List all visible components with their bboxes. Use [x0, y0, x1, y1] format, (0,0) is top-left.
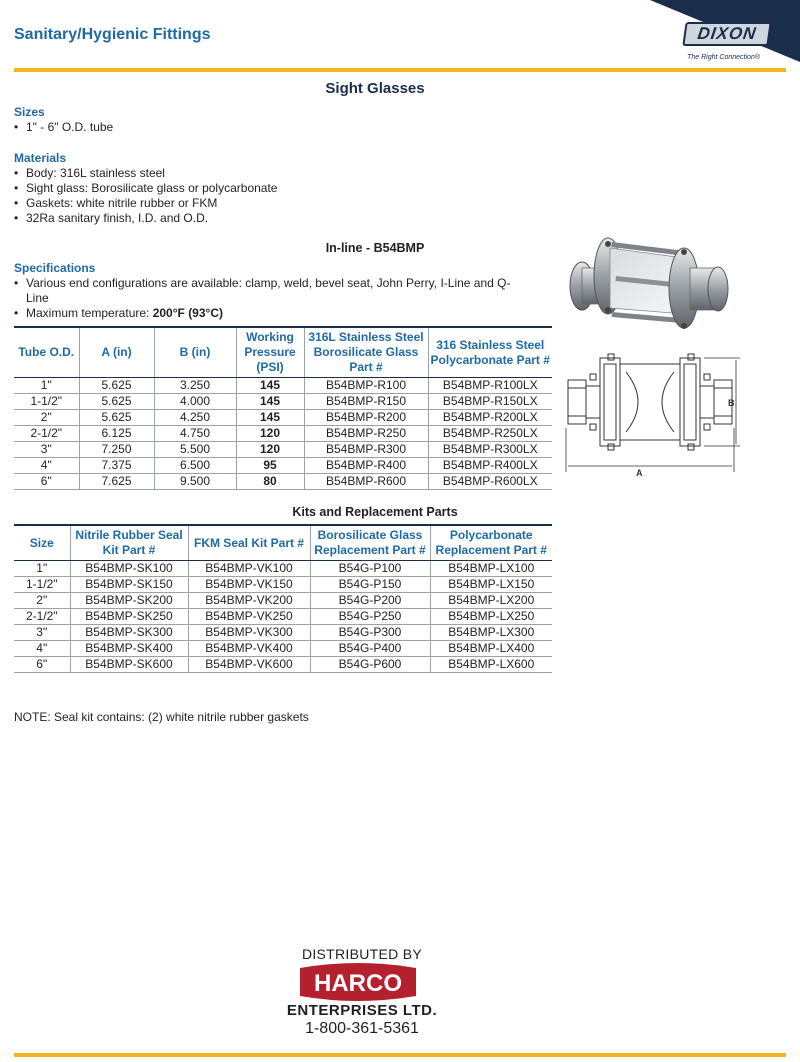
table-row: [14, 426, 552, 442]
table-cell: 3": [14, 625, 70, 641]
table-row: [14, 378, 552, 394]
table-cell: 5.500: [154, 442, 236, 458]
table-cell: 6.500: [154, 458, 236, 474]
table-cell: B54BMP-LX400: [430, 641, 552, 657]
table-row: [14, 657, 552, 673]
sizes-heading: Sizes: [14, 105, 45, 119]
list-item: • 32Ra sanitary finish, I.D. and O.D.: [14, 211, 277, 226]
table-cell: B54BMP-VK200: [188, 593, 310, 609]
table-cell: 7.250: [79, 442, 154, 458]
table-cell: B54BMP-R100LX: [428, 378, 552, 394]
list-item: [14, 306, 514, 321]
list-item: • 1" - 6" O.D. tube: [14, 120, 113, 135]
table-cell: 9.500: [154, 474, 236, 490]
table-cell: B54BMP-R400LX: [428, 458, 552, 474]
dimension-label-b: B: [728, 398, 735, 408]
dimension-drawing: [564, 352, 748, 482]
table-cell: 80: [236, 474, 304, 490]
table-cell: B54BMP-R150LX: [428, 394, 552, 410]
table-row: [14, 410, 552, 426]
table-cell: 2-1/2": [14, 426, 79, 442]
column-header: Tube O.D.: [14, 328, 79, 378]
table-row: [14, 641, 552, 657]
distributor-name: ENTERPRISES LTD.: [286, 1002, 438, 1019]
table-cell: B54BMP-R250: [304, 426, 428, 442]
table-cell: B54G-P400: [310, 641, 430, 657]
table-cell: B54BMP-VK300: [188, 625, 310, 641]
table-cell: B54BMP-R150: [304, 394, 428, 410]
column-header: Nitrile Rubber Seal Kit Part #: [70, 526, 188, 561]
table-cell: 2-1/2": [14, 609, 70, 625]
table-cell: 4.250: [154, 410, 236, 426]
footer-divider: [14, 1053, 786, 1057]
table-cell: B54BMP-SK600: [70, 657, 188, 673]
column-header: Working Pressure (PSI): [236, 328, 304, 378]
column-header: FKM Seal Kit Part #: [188, 526, 310, 561]
table-cell: 1-1/2": [14, 577, 70, 593]
table-cell: 120: [236, 426, 304, 442]
table-cell: 5.625: [79, 410, 154, 426]
table-cell: 5.625: [79, 378, 154, 394]
column-header: Size: [14, 526, 70, 561]
column-header: A (in): [79, 328, 154, 378]
table-header-row: [14, 328, 552, 378]
list-item: • Body: 316L stainless steel: [14, 166, 277, 181]
harco-logo: [296, 962, 420, 1002]
table-cell: B54BMP-LX300: [430, 625, 552, 641]
materials-heading: Materials: [14, 151, 67, 165]
table-cell: B54BMP-SK150: [70, 577, 188, 593]
materials-list: [14, 166, 277, 226]
table-cell: B54BMP-LX200: [430, 593, 552, 609]
column-header: 316L Stainless Steel Borosilicate Glass Part #: [304, 328, 428, 378]
table-cell: B54G-P600: [310, 657, 430, 673]
list-item: • Sight glass: Borosilicate glass or polycarbonate: [14, 181, 277, 196]
sight-glass-photo: [560, 228, 740, 348]
distributor-phone: 1-800-361-5361: [305, 1020, 419, 1037]
temperature-label: Maximum temperature:: [26, 306, 153, 320]
logo-text: DIXON: [696, 24, 758, 43]
column-header: Polycarbonate Replacement Part #: [430, 526, 552, 561]
table-cell: B54BMP-LX600: [430, 657, 552, 673]
table-cell: B54BMP-R300: [304, 442, 428, 458]
list-item: • Gaskets: white nitrile rubber or FKM: [14, 196, 277, 211]
table-cell: 120: [236, 442, 304, 458]
table-cell: B54BMP-R400: [304, 458, 428, 474]
table-cell: B54BMP-LX100: [430, 561, 552, 577]
table-cell: B54G-P100: [310, 561, 430, 577]
table-cell: B54BMP-LX150: [430, 577, 552, 593]
table-cell: 2": [14, 410, 79, 426]
table-row: [14, 625, 552, 641]
table-cell: 2": [14, 593, 70, 609]
kits-title: Kits and Replacement Parts: [292, 505, 458, 519]
table-cell: 1": [14, 378, 79, 394]
table-row: [14, 561, 552, 577]
table-cell: B54BMP-R250LX: [428, 426, 552, 442]
column-header: 316 Stainless Steel Polycarbonate Part #: [428, 328, 552, 378]
table-cell: B54BMP-R200LX: [428, 410, 552, 426]
temperature-value: 200°F (93°C): [152, 306, 223, 320]
list-item: • Various end configurations are available: clamp, weld, bevel seat, John Perry, I-Line and Q-Line: [14, 276, 514, 306]
table-cell: 3": [14, 442, 79, 458]
column-header: B (in): [154, 328, 236, 378]
distributed-by-label: DISTRIBUTED BY: [301, 946, 423, 962]
table-cell: 4.000: [154, 394, 236, 410]
table-cell: 4": [14, 641, 70, 657]
table-cell: B54BMP-R300LX: [428, 442, 552, 458]
table-cell: 6.125: [79, 426, 154, 442]
dixon-logo: [650, 0, 800, 70]
table-cell: 4.750: [154, 426, 236, 442]
inline-subtitle: In-line - B54BMP: [325, 241, 425, 255]
table-cell: B54G-P250: [310, 609, 430, 625]
table-row: [14, 593, 552, 609]
table-cell: B54BMP-VK600: [188, 657, 310, 673]
seal-kit-note: NOTE: Seal kit contains: (2) white nitrile rubber gaskets: [14, 710, 309, 724]
table-row: [14, 609, 552, 625]
table-row: [14, 577, 552, 593]
harco-logo-text: HARCO: [314, 970, 402, 997]
table-header-row: [14, 526, 552, 561]
table-cell: B54BMP-VK100: [188, 561, 310, 577]
table-cell: 95: [236, 458, 304, 474]
table-cell: B54BMP-R100: [304, 378, 428, 394]
table-row: [14, 394, 552, 410]
table-cell: 4": [14, 458, 79, 474]
table-cell: 6": [14, 657, 70, 673]
table-row: [14, 442, 552, 458]
kits-table: [14, 524, 552, 673]
table-cell: 145: [236, 410, 304, 426]
page-title: Sight Glasses: [325, 80, 425, 97]
table-cell: B54BMP-VK150: [188, 577, 310, 593]
table-row: [14, 458, 552, 474]
table-cell: B54BMP-SK400: [70, 641, 188, 657]
table-row: [14, 474, 552, 490]
table-cell: B54BMP-SK200: [70, 593, 188, 609]
table-cell: B54BMP-VK400: [188, 641, 310, 657]
specifications-table: [14, 326, 552, 490]
specifications-list: [14, 276, 514, 321]
logo-tagline: The Right Connection®: [687, 54, 760, 61]
table-cell: B54BMP-R600: [304, 474, 428, 490]
table-cell: B54BMP-SK300: [70, 625, 188, 641]
column-header: Borosilicate Glass Replacement Part #: [310, 526, 430, 561]
table-cell: 7.375: [79, 458, 154, 474]
table-cell: B54BMP-LX250: [430, 609, 552, 625]
table-cell: B54BMP-R200: [304, 410, 428, 426]
table-cell: 5.625: [79, 394, 154, 410]
table-cell: 1": [14, 561, 70, 577]
table-cell: B54BMP-VK250: [188, 609, 310, 625]
table-cell: 6": [14, 474, 79, 490]
table-cell: B54G-P150: [310, 577, 430, 593]
table-cell: B54BMP-R600LX: [428, 474, 552, 490]
table-cell: B54G-P300: [310, 625, 430, 641]
header-divider: [14, 68, 786, 72]
dimension-label-a: A: [636, 468, 643, 478]
sizes-list: [14, 120, 113, 135]
table-cell: 145: [236, 394, 304, 410]
table-cell: 7.625: [79, 474, 154, 490]
table-cell: 145: [236, 378, 304, 394]
table-cell: 1-1/2": [14, 394, 79, 410]
specifications-heading: Specifications: [14, 261, 96, 275]
table-cell: B54BMP-SK250: [70, 609, 188, 625]
table-cell: B54G-P200: [310, 593, 430, 609]
section-title: Sanitary/Hygienic Fittings: [14, 26, 211, 43]
table-cell: 3.250: [154, 378, 236, 394]
logo-badge: [682, 22, 771, 46]
table-cell: B54BMP-SK100: [70, 561, 188, 577]
